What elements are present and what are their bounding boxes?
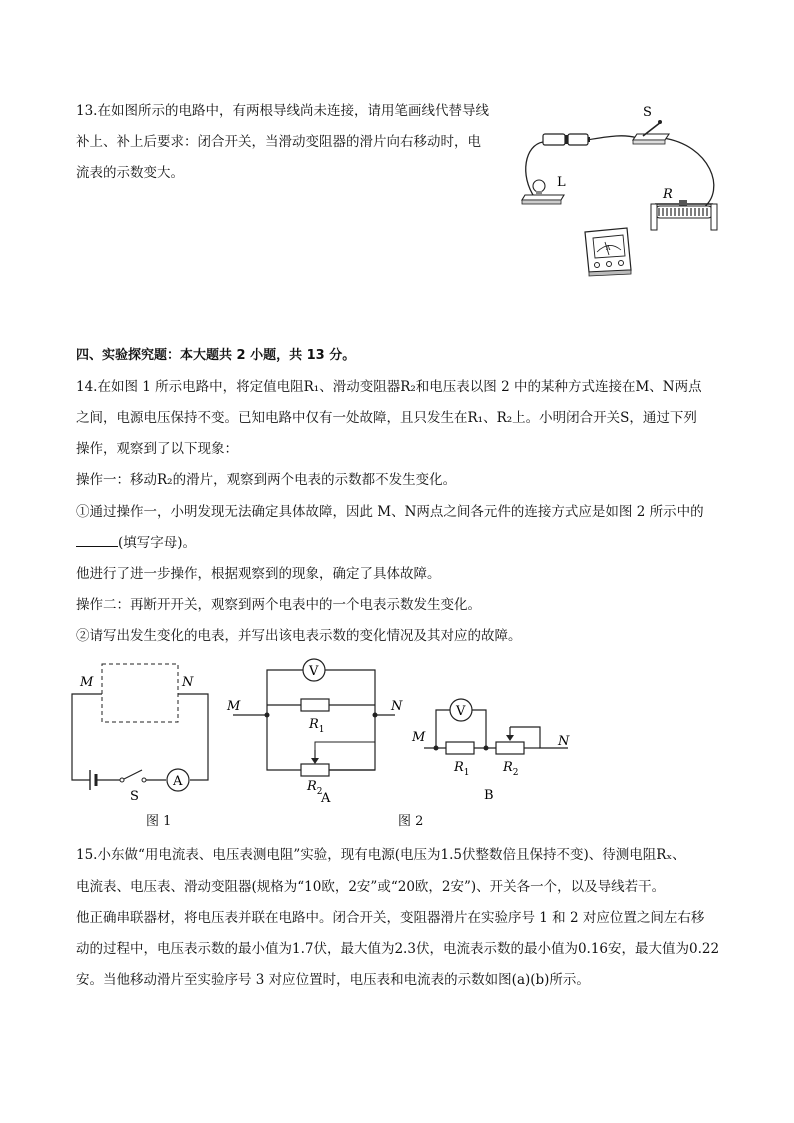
q14-line-6-suffix: (填写字母)。 bbox=[118, 535, 197, 551]
q14-line-3: 操作，观察到了以下现象： bbox=[76, 441, 238, 457]
rheostat-icon bbox=[651, 187, 717, 230]
fig2a-label-m: M bbox=[227, 699, 241, 714]
q13-circuit-illustration bbox=[515, 100, 725, 280]
wire-battery-to-switch bbox=[587, 136, 637, 140]
meter-letter: A bbox=[606, 245, 611, 252]
q14-line-7: 他进行了进一步操作，根据观察到的现象，确定了具体故障。 bbox=[76, 566, 441, 582]
fig2b-r1-label: $R_1$ bbox=[454, 760, 470, 778]
figure-2b-circuit bbox=[410, 695, 580, 805]
q13-line-2: 补上、补上后要求：闭合开关，当滑动变阻器的滑片向右移动时，电 bbox=[76, 134, 481, 150]
q14-line-9: ②请写出发生变化的电表，并写出该电表示数的变化情况及其对应的故障。 bbox=[76, 628, 522, 644]
switch-icon bbox=[633, 120, 669, 144]
q13-line-1: 13.在如图所示的电路中，有两根导线尚未连接，请用笔画线代替导线 bbox=[76, 103, 489, 119]
fig2a-r1 bbox=[301, 699, 329, 711]
fig2b-label-m: M bbox=[412, 730, 426, 745]
fig2a-r2-label: $R_2$ bbox=[307, 779, 323, 797]
q14-line-5: ①通过操作一，小明发现无法确定具体故障，因此 M、N两点之间各元件的连接方式应是如图 2 所示中的 bbox=[76, 504, 704, 520]
q15-line-3: 他正确串联器材，将电压表并联在电路中。闭合开关，变阻器滑片在实验序号 1 和 2 对应位置之间左右移 bbox=[76, 910, 705, 926]
figure-1-circuit bbox=[70, 662, 220, 802]
label-r: R bbox=[663, 187, 673, 202]
figure-2a-circuit bbox=[225, 658, 410, 806]
section-4-heading: 四、实验探究题：本大题共 2 小题，共 13 分。 bbox=[76, 348, 356, 363]
q13-line-3: 流表的示数变大。 bbox=[76, 165, 184, 181]
figure-1-caption: 图 1 bbox=[146, 814, 172, 829]
answer-blank[interactable] bbox=[76, 534, 118, 547]
fig1-label-m: M bbox=[80, 675, 94, 690]
q14-line-2: 之间，电源电压保持不变。已知电路中仅有一处故障，且只发生在R₁、R₂上。小明闭合开关S，通过下列 bbox=[76, 410, 697, 426]
fig2b-letter: B bbox=[484, 788, 494, 803]
figure-2-caption: 图 2 bbox=[398, 814, 424, 829]
fig2a-letter: A bbox=[321, 791, 331, 806]
q15-line-4: 动的过程中，电压表示数的最小值为1.7伏，最大值为2.3伏，电流表示数的最小值为0.16安，最大值为0.22 bbox=[76, 941, 720, 957]
fig2a-label-n: N bbox=[391, 699, 403, 714]
fig2b-r1 bbox=[446, 742, 474, 754]
fig2a-voltmeter-letter: V bbox=[309, 664, 319, 679]
q14-line-4: 操作一：移动R₂的滑片，观察到两个电表的示数都不发生变化。 bbox=[76, 472, 457, 488]
label-l: L bbox=[557, 175, 566, 190]
q14-line-8: 操作二：再断开开关，观察到两个电表中的一个电表示数发生变化。 bbox=[76, 597, 481, 613]
fig2b-label-n: N bbox=[558, 734, 570, 749]
fig2a-r2 bbox=[301, 764, 329, 776]
ammeter-icon bbox=[585, 228, 631, 276]
fig2b-r2 bbox=[496, 742, 524, 754]
fig2a-r1-label: $R_1$ bbox=[309, 717, 325, 735]
label-s: S bbox=[643, 105, 652, 120]
q15-line-1: 15.小东做“用电流表、电压表测电阻”实验，现有电源(电压为1.5伏整数倍且保持不变)、待测电阻Rₓ、 bbox=[76, 847, 686, 863]
fig2b-voltmeter-letter: V bbox=[456, 704, 466, 719]
fig1-label-s: S bbox=[130, 789, 139, 804]
q14-line-1: 14.在如图 1 所示电路中，将定值电阻R₁、滑动变阻器R₂和电压表以图 2 中的某种方式连接在M、N两点 bbox=[76, 379, 702, 395]
q14-line-6 bbox=[76, 534, 196, 552]
fig1-label-n: N bbox=[182, 675, 194, 690]
q15-line-5: 安。当他移动滑片至实验序号 3 对应位置时，电压表和电流表的示数如图(a)(b)所示。 bbox=[76, 972, 590, 988]
q15-line-2: 电流表、电压表、滑动变阻器(规格为“10欧，2安”或“20欧，2安”)、开关各一个，以及导线若干。 bbox=[76, 879, 666, 895]
fig1-ammeter-letter: A bbox=[173, 774, 183, 789]
battery-icon bbox=[543, 134, 590, 145]
fig2b-r2-label: $R_2$ bbox=[503, 760, 519, 778]
fig1-dashed-box bbox=[102, 664, 178, 722]
